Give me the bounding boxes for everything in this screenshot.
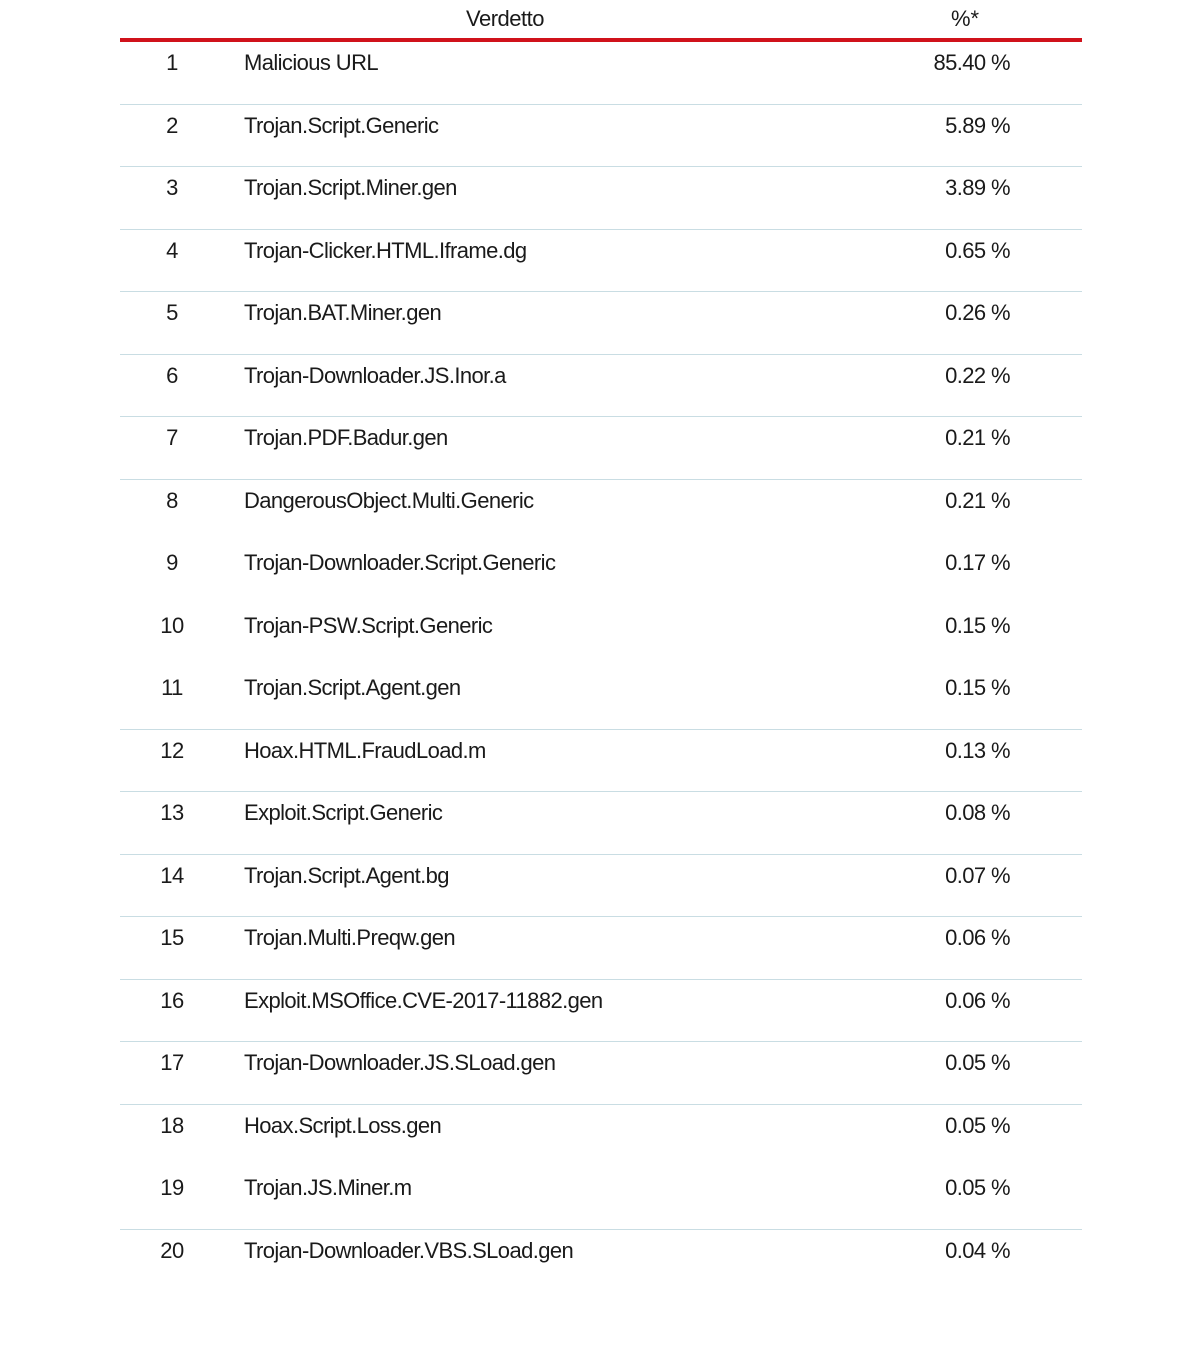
table-row xyxy=(120,1105,1082,1168)
header-verdict: Verdetto xyxy=(466,6,544,31)
table-header xyxy=(120,0,1082,42)
table-body xyxy=(120,42,1082,1292)
row-percent: 0.17 % xyxy=(945,550,1010,575)
row-verdict-name: Trojan-Downloader.VBS.SLoad.gen xyxy=(244,1237,574,1263)
table-row xyxy=(120,792,1082,855)
row-rank: 17 xyxy=(160,1050,184,1075)
row-rank: 20 xyxy=(160,1237,184,1263)
row-verdict-name: Trojan.Script.Miner.gen xyxy=(244,175,457,200)
row-percent: 0.21 % xyxy=(945,487,1010,513)
table-row xyxy=(120,230,1082,293)
table-row xyxy=(120,480,1082,543)
row-rank: 13 xyxy=(160,800,184,825)
row-percent: 0.06 % xyxy=(945,925,1010,950)
row-rank: 2 xyxy=(166,112,178,138)
row-rank: 7 xyxy=(166,425,178,450)
row-rank: 12 xyxy=(160,737,184,763)
table-row xyxy=(120,355,1082,418)
table-row xyxy=(120,917,1082,980)
row-verdict-name: Trojan.Script.Agent.bg xyxy=(244,862,449,888)
table-row xyxy=(120,105,1082,168)
row-percent: 0.05 % xyxy=(945,1112,1010,1138)
row-verdict-name: Trojan.PDF.Badur.gen xyxy=(244,425,448,450)
row-rank: 6 xyxy=(166,362,178,388)
row-percent: 0.06 % xyxy=(945,987,1010,1013)
row-percent: 0.05 % xyxy=(945,1050,1010,1075)
row-verdict-name: DangerousObject.Multi.Generic xyxy=(244,487,534,513)
table-row xyxy=(120,542,1082,605)
row-verdict-name: Trojan-PSW.Script.Generic xyxy=(244,612,493,638)
table-row xyxy=(120,42,1082,105)
table-row xyxy=(120,417,1082,480)
row-verdict-name: Trojan-Downloader.JS.Inor.a xyxy=(244,362,506,388)
table-row xyxy=(120,1042,1082,1105)
row-percent: 0.04 % xyxy=(945,1237,1010,1263)
row-rank: 4 xyxy=(166,237,178,263)
row-verdict-name: Exploit.MSOffice.CVE-2017-11882.gen xyxy=(244,987,603,1013)
table-row xyxy=(120,730,1082,793)
row-rank: 16 xyxy=(160,987,184,1013)
row-verdict-name: Trojan.Script.Generic xyxy=(244,112,439,138)
row-percent: 0.07 % xyxy=(945,862,1010,888)
table-row xyxy=(120,1167,1082,1230)
row-percent: 5.89 % xyxy=(945,112,1010,138)
row-verdict-name: Trojan.Script.Agent.gen xyxy=(244,675,461,700)
row-percent: 85.40 % xyxy=(933,50,1010,75)
row-verdict-name: Trojan.BAT.Miner.gen xyxy=(244,300,442,325)
row-rank: 9 xyxy=(166,550,178,575)
row-verdict-name: Hoax.HTML.FraudLoad.m xyxy=(244,737,486,763)
row-percent: 0.65 % xyxy=(945,237,1010,263)
row-percent: 0.15 % xyxy=(945,612,1010,638)
table-row xyxy=(120,292,1082,355)
table-row xyxy=(120,167,1082,230)
row-verdict-name: Trojan.Multi.Preqw.gen xyxy=(244,925,455,950)
row-percent: 0.05 % xyxy=(945,1175,1010,1200)
table-row xyxy=(120,605,1082,668)
header-percent: %* xyxy=(950,6,980,31)
row-verdict-name: Trojan-Clicker.HTML.Iframe.dg xyxy=(244,237,527,263)
row-rank: 15 xyxy=(160,925,184,950)
row-rank: 1 xyxy=(166,50,178,75)
row-percent: 0.15 % xyxy=(945,675,1010,700)
row-percent: 0.08 % xyxy=(945,800,1010,825)
row-percent: 0.21 % xyxy=(945,425,1010,450)
row-rank: 14 xyxy=(160,862,184,888)
row-percent: 0.26 % xyxy=(945,300,1010,325)
row-percent: 0.13 % xyxy=(945,737,1010,763)
row-rank: 8 xyxy=(166,487,178,513)
row-rank: 5 xyxy=(166,300,178,325)
row-rank: 18 xyxy=(160,1112,184,1138)
row-percent: 0.22 % xyxy=(945,362,1010,388)
row-percent: 3.89 % xyxy=(945,175,1010,200)
row-verdict-name: Malicious URL xyxy=(244,50,379,75)
verdicts-table xyxy=(120,0,1082,1292)
row-verdict-name: Hoax.Script.Loss.gen xyxy=(244,1112,442,1138)
row-rank: 3 xyxy=(166,175,178,200)
row-verdict-name: Trojan-Downloader.Script.Generic xyxy=(244,550,556,575)
row-verdict-name: Trojan.JS.Miner.m xyxy=(244,1175,412,1200)
table-row xyxy=(120,980,1082,1043)
row-rank: 10 xyxy=(160,612,184,638)
table-row xyxy=(120,1230,1082,1293)
row-verdict-name: Trojan-Downloader.JS.SLoad.gen xyxy=(244,1050,556,1075)
table-row xyxy=(120,855,1082,918)
row-rank: 11 xyxy=(161,675,183,700)
table-row xyxy=(120,667,1082,730)
row-rank: 19 xyxy=(160,1175,184,1200)
row-verdict-name: Exploit.Script.Generic xyxy=(244,800,443,825)
